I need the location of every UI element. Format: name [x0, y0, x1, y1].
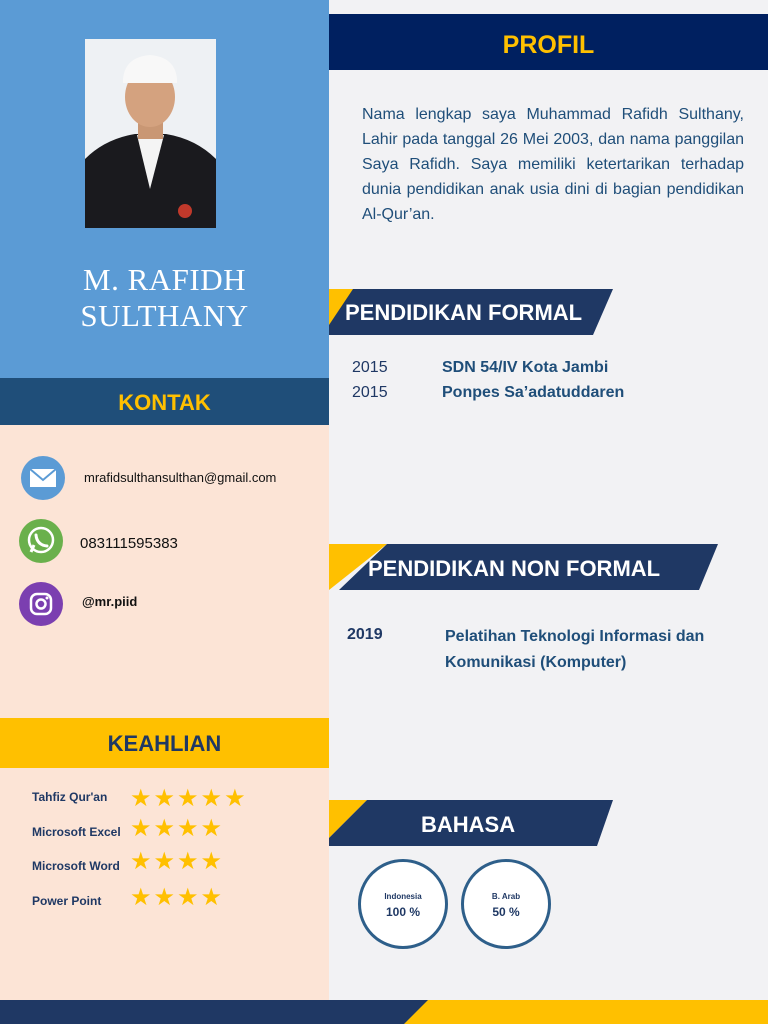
- person-name: M. RAFIDH SULTHANY: [80, 262, 249, 333]
- education-year: 2015: [352, 384, 388, 401]
- section-title-pendidikan-non-formal: PENDIDIKAN NON FORMAL: [368, 556, 661, 581]
- education-school: Ponpes Sa’adatuddaren: [442, 384, 625, 401]
- language-indonesia: [358, 859, 448, 949]
- skill-rating-stars: ★★★★★: [130, 785, 248, 812]
- language-level: 100 %: [385, 905, 421, 919]
- section-title-keahlian: KEAHLIAN: [0, 718, 329, 768]
- instagram-icon: [19, 582, 63, 626]
- skill-rating-stars: ★★★★: [130, 815, 225, 842]
- whatsapp-icon: [19, 519, 63, 563]
- section-title-pendidikan-formal: PENDIDIKAN FORMAL: [345, 300, 583, 325]
- person-photo-icon: [85, 39, 216, 228]
- language-level: 50 %: [492, 905, 520, 919]
- language-name: Indonesia: [384, 892, 422, 901]
- envelope-icon: [21, 456, 65, 500]
- contact-instagram[interactable]: @mr.piid: [82, 594, 138, 609]
- training-year: 2019: [347, 626, 383, 643]
- profile-photo: [85, 39, 216, 228]
- skill-label: Power Point: [32, 894, 102, 908]
- left-body-panel: [0, 425, 329, 1000]
- training-description: Pelatihan Teknologi Informasi dan Komunikasi (Komputer): [445, 628, 705, 671]
- section-title-bahasa: BAHASA: [421, 812, 516, 837]
- contact-email[interactable]: mrafidsulthansulthan@gmail.com: [84, 470, 277, 485]
- contact-phone[interactable]: 083111595383: [80, 535, 178, 552]
- skill-label: Microsoft Excel: [32, 825, 121, 839]
- skill-label: Tahfiz Qur'an: [32, 790, 108, 804]
- education-school: SDN 54/IV Kota Jambi: [442, 359, 609, 376]
- skill-rating-stars: ★★★★: [130, 848, 225, 875]
- skill-label: Microsoft Word: [32, 859, 120, 873]
- section-title-kontak: KONTAK: [0, 378, 329, 425]
- profile-description: Nama lengkap saya Muhammad Rafidh Sulthany, Lahir pada tanggal 26 Mei 2003, dan nama panggilan Saya Rafidh. Saya memiliki ketertarikan terhadap dunia pendidikan anak usia dini di bagian pendidikan Al-Qur’an.: [362, 106, 744, 223]
- footer-band: [0, 1000, 768, 1024]
- section-title-profil: PROFIL: [329, 14, 768, 70]
- language-arab: [461, 859, 551, 949]
- language-name: B. Arab: [491, 892, 521, 901]
- skill-rating-stars: ★★★★: [130, 884, 225, 911]
- education-year: 2015: [352, 359, 388, 376]
